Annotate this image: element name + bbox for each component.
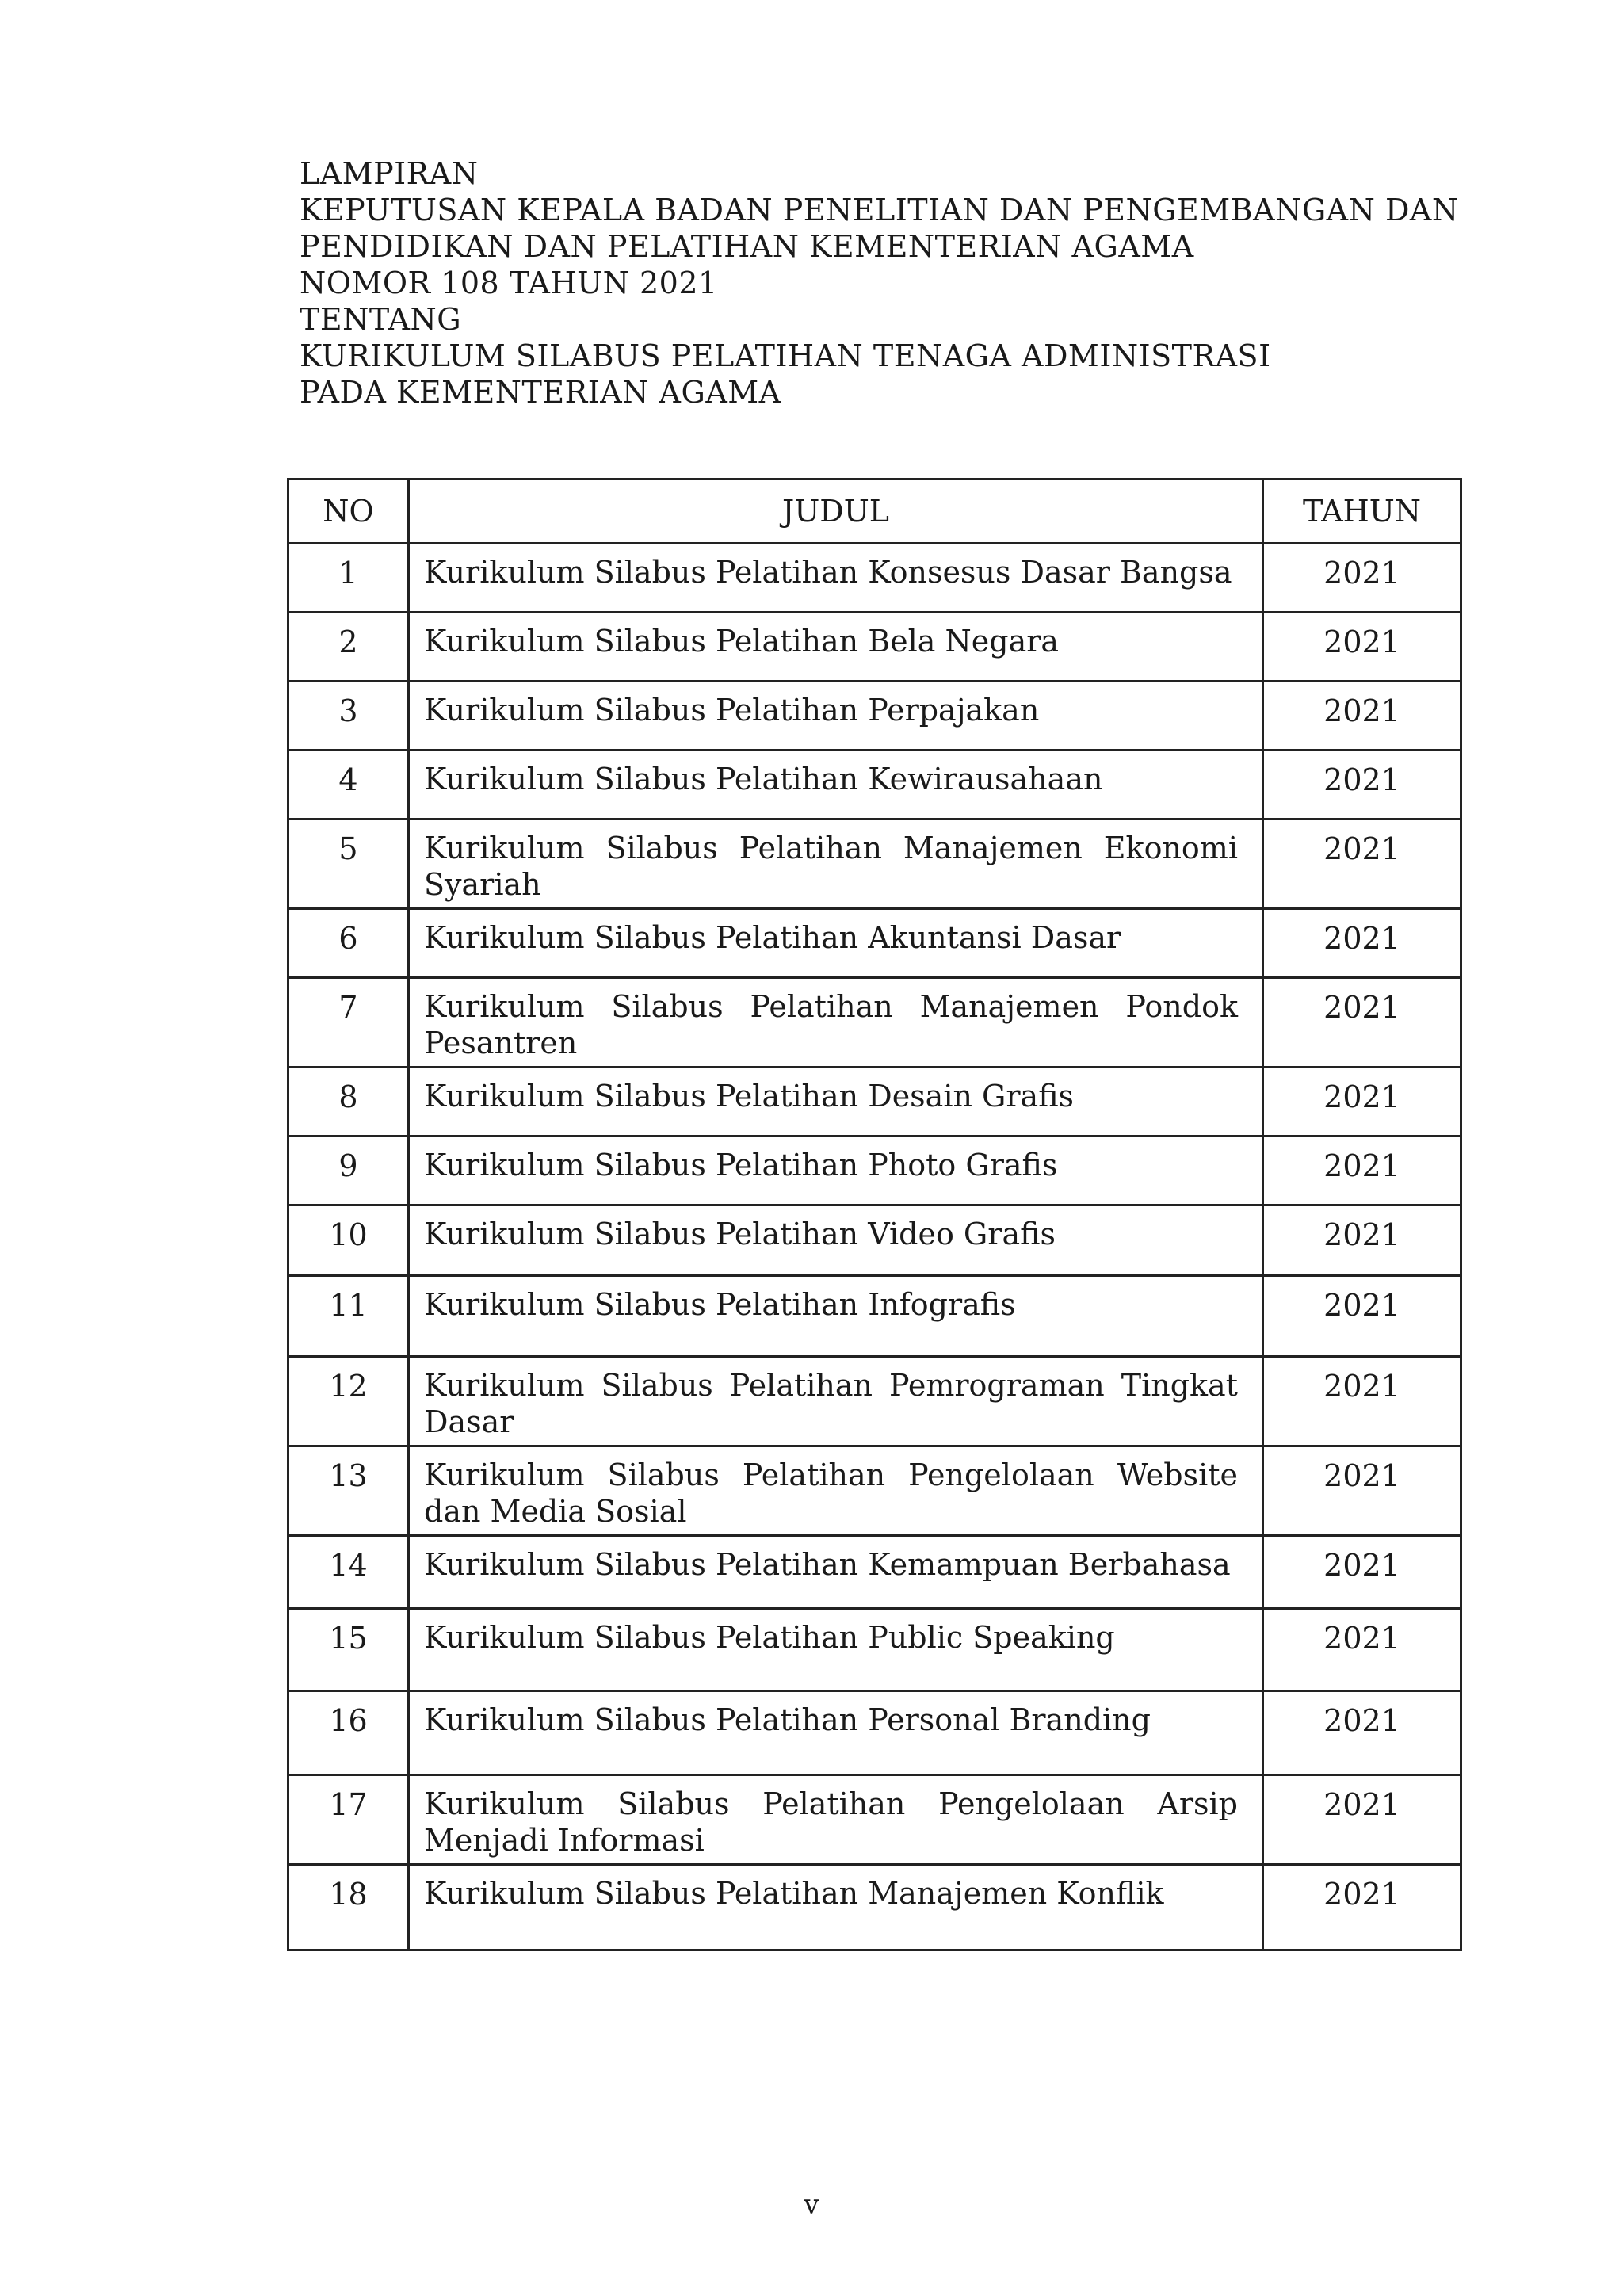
header-line-pendidikan: PENDIDIKAN DAN PELATIHAN KEMENTERIAN AGAMA <box>300 229 1194 264</box>
row-tahun: 2021 <box>1263 1536 1461 1609</box>
row-no: 5 <box>288 819 409 909</box>
page-number: v <box>804 2189 819 2221</box>
row-tahun: 2021 <box>1263 1205 1461 1276</box>
header-line-kementerian: PADA KEMENTERIAN AGAMA <box>300 375 781 410</box>
row-judul: Kurikulum Silabus Pelatihan Kewirausahaan <box>409 751 1263 819</box>
row-judul: Kurikulum Silabus Pelatihan Manajemen Ekonomi Syariah <box>409 819 1263 909</box>
row-tahun: 2021 <box>1263 978 1461 1068</box>
row-no: 4 <box>288 751 409 819</box>
table-row <box>288 1276 1461 1357</box>
row-judul: Kurikulum Silabus Pelatihan Manajemen Pondok Pesantren <box>409 978 1263 1068</box>
row-tahun: 2021 <box>1263 819 1461 909</box>
table-row <box>288 1205 1461 1276</box>
table-header-row <box>288 479 1461 544</box>
row-no: 17 <box>288 1775 409 1865</box>
row-tahun: 2021 <box>1263 1691 1461 1775</box>
row-no: 8 <box>288 1068 409 1137</box>
header-line-kurikulum: KURIKULUM SILABUS PELATIHAN TENAGA ADMINISTRASI <box>300 338 1271 373</box>
row-judul: Kurikulum Silabus Pelatihan Pengelolaan Arsip Menjadi Informasi <box>409 1775 1263 1865</box>
row-no: 13 <box>288 1446 409 1536</box>
document-header <box>300 155 1459 411</box>
row-no: 6 <box>288 909 409 978</box>
row-no: 18 <box>288 1865 409 1950</box>
row-tahun: 2021 <box>1263 1068 1461 1137</box>
row-judul: Kurikulum Silabus Pelatihan Video Grafis <box>409 1205 1263 1276</box>
column-header-judul: JUDUL <box>409 479 1263 544</box>
row-tahun: 2021 <box>1263 613 1461 682</box>
header-line-tentang: TENTANG <box>300 302 462 337</box>
table-row <box>288 1446 1461 1536</box>
table-row <box>288 819 1461 909</box>
row-judul: Kurikulum Silabus Pelatihan Photo Grafis <box>409 1137 1263 1205</box>
row-judul: Kurikulum Silabus Pelatihan Manajemen Konflik <box>409 1865 1263 1950</box>
row-tahun: 2021 <box>1263 682 1461 751</box>
table-row <box>288 1865 1461 1950</box>
row-tahun: 2021 <box>1263 1357 1461 1446</box>
row-judul: Kurikulum Silabus Pelatihan Personal Branding <box>409 1691 1263 1775</box>
row-no: 12 <box>288 1357 409 1446</box>
row-tahun: 2021 <box>1263 1276 1461 1357</box>
row-no: 10 <box>288 1205 409 1276</box>
row-no: 14 <box>288 1536 409 1609</box>
row-no: 9 <box>288 1137 409 1205</box>
table-row <box>288 1068 1461 1137</box>
row-tahun: 2021 <box>1263 1865 1461 1950</box>
row-no: 2 <box>288 613 409 682</box>
row-tahun: 2021 <box>1263 544 1461 613</box>
table-row <box>288 1357 1461 1446</box>
row-judul: Kurikulum Silabus Pelatihan Konsesus Dasar Bangsa <box>409 544 1263 613</box>
row-tahun: 2021 <box>1263 751 1461 819</box>
row-judul: Kurikulum Silabus Pelatihan Public Speaking <box>409 1609 1263 1691</box>
row-judul: Kurikulum Silabus Pelatihan Akuntansi Dasar <box>409 909 1263 978</box>
table-row <box>288 1609 1461 1691</box>
table-row <box>288 682 1461 751</box>
column-header-tahun: TAHUN <box>1263 479 1461 544</box>
row-judul: Kurikulum Silabus Pelatihan Desain Grafis <box>409 1068 1263 1137</box>
curriculum-table <box>287 478 1462 1951</box>
table-row <box>288 544 1461 613</box>
row-tahun: 2021 <box>1263 1775 1461 1865</box>
row-tahun: 2021 <box>1263 909 1461 978</box>
row-no: 16 <box>288 1691 409 1775</box>
row-judul: Kurikulum Silabus Pelatihan Bela Negara <box>409 613 1263 682</box>
row-no: 15 <box>288 1609 409 1691</box>
column-header-no: NO <box>288 479 409 544</box>
row-judul: Kurikulum Silabus Pelatihan Kemampuan Berbahasa <box>409 1536 1263 1609</box>
table-row <box>288 751 1461 819</box>
row-judul: Kurikulum Silabus Pelatihan Infografis <box>409 1276 1263 1357</box>
table-row <box>288 1691 1461 1775</box>
row-judul: Kurikulum Silabus Pelatihan Pengelolaan Website dan Media Sosial <box>409 1446 1263 1536</box>
row-judul: Kurikulum Silabus Pelatihan Perpajakan <box>409 682 1263 751</box>
header-line-lampiran: LAMPIRAN <box>300 156 479 191</box>
row-no: 3 <box>288 682 409 751</box>
row-no: 11 <box>288 1276 409 1357</box>
row-no: 1 <box>288 544 409 613</box>
table-row <box>288 909 1461 978</box>
header-line-nomor: NOMOR 108 TAHUN 2021 <box>300 266 718 300</box>
table-row <box>288 613 1461 682</box>
table-row <box>288 1775 1461 1865</box>
header-line-keputusan: KEPUTUSAN KEPALA BADAN PENELITIAN DAN PENGEMBANGAN DAN <box>300 193 1459 227</box>
row-judul: Kurikulum Silabus Pelatihan Pemrograman Tingkat Dasar <box>409 1357 1263 1446</box>
row-tahun: 2021 <box>1263 1609 1461 1691</box>
row-tahun: 2021 <box>1263 1446 1461 1536</box>
table-row <box>288 1536 1461 1609</box>
table-row <box>288 978 1461 1068</box>
row-tahun: 2021 <box>1263 1137 1461 1205</box>
row-no: 7 <box>288 978 409 1068</box>
table-row <box>288 1137 1461 1205</box>
